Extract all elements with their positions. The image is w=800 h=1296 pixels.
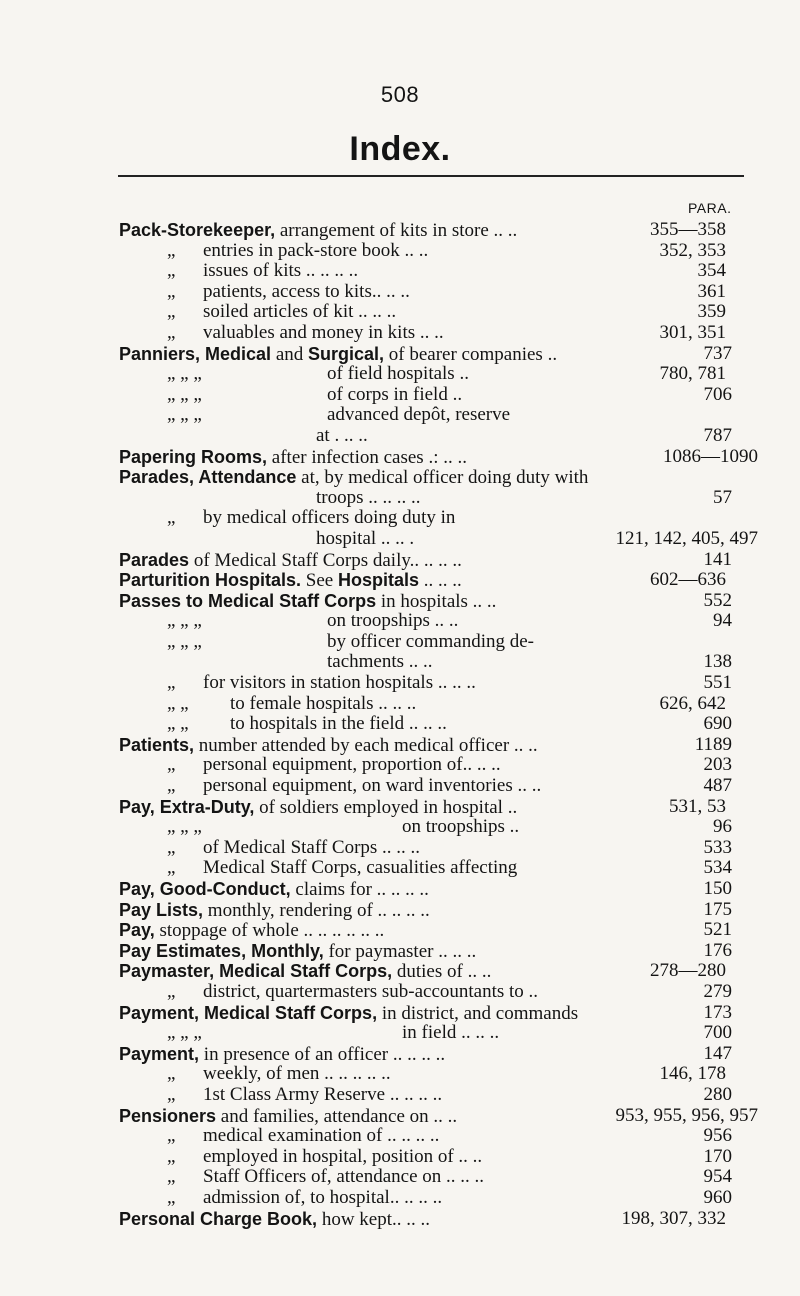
entry-text: valuables and money in kits .. .. xyxy=(203,321,444,343)
entry-heading: Personal Charge Book, xyxy=(119,1208,318,1229)
entry-ref: 301, 351 xyxy=(659,321,726,343)
entry-text: soiled articles of kit .. .. .. xyxy=(203,301,397,323)
ditto-mark: „ „ „ xyxy=(167,363,202,385)
entry-ref: 94 xyxy=(713,610,732,632)
entry-ref: 533 xyxy=(703,836,732,858)
entry-text: of field hospitals .. xyxy=(327,363,469,385)
entry-ref: 141 xyxy=(703,548,732,570)
index-entry xyxy=(0,447,800,468)
entry-text: after infection cases .: .. .. xyxy=(271,446,467,468)
entry-ref: 960 xyxy=(703,1186,732,1208)
entry-ref: 146, 178 xyxy=(659,1063,726,1085)
entry-ref: 700 xyxy=(703,1022,732,1044)
entry-ref: 121, 142, 405, 497 xyxy=(615,527,758,549)
entry-ref: 147 xyxy=(703,1042,732,1064)
entry-text: Staff Officers of, attendance on .. .. .. xyxy=(203,1166,485,1188)
entry-text: at . .. .. xyxy=(316,424,368,446)
ditto-mark: „ xyxy=(167,1145,176,1167)
index-entries xyxy=(0,220,800,1229)
index-entry xyxy=(0,1044,800,1065)
ditto-mark: „ xyxy=(167,1083,176,1105)
entry-ref: 173 xyxy=(703,1001,732,1023)
entry-text: Medical Staff Corps, casualities affecting xyxy=(203,857,518,879)
index-entry xyxy=(0,1023,800,1044)
entry-ref: 176 xyxy=(703,939,732,961)
entry-text: to female hospitals .. .. .. xyxy=(230,692,417,714)
entry-heading: Pay, xyxy=(119,920,155,941)
ditto-mark: „ xyxy=(167,280,176,302)
ditto-mark: „ „ „ xyxy=(167,1022,202,1044)
ditto-mark: „ xyxy=(167,1186,176,1208)
entry-ref: 531, 53 xyxy=(669,795,726,817)
entry-ref: 487 xyxy=(703,775,732,797)
entry-text: hospital .. .. . xyxy=(316,527,415,549)
entry-text: of Medical Staff Corps .. .. .. xyxy=(203,836,421,858)
entry-text: troops .. .. .. .. xyxy=(316,486,421,508)
entry-ref: 521 xyxy=(703,919,732,941)
entry-ref: 175 xyxy=(703,898,732,920)
entry-text: employed in hospital, position of .. .. xyxy=(203,1145,483,1167)
ditto-mark: „ xyxy=(167,836,176,858)
entry-ref: 780, 781 xyxy=(659,363,726,385)
entry-text: in field .. .. .. xyxy=(402,1022,500,1044)
index-entry xyxy=(0,529,800,550)
entry-text: by officer commanding de- xyxy=(327,630,534,652)
entry-text: in hospitals .. .. xyxy=(380,590,497,612)
index-entry xyxy=(0,241,800,262)
entry-heading: Pay, Good-Conduct, xyxy=(119,879,291,899)
ditto-mark: „ xyxy=(167,754,176,776)
index-entry xyxy=(0,282,800,303)
title-rule xyxy=(118,175,744,177)
entry-heading: Pay Estimates, Monthly, xyxy=(119,940,324,961)
index-entry xyxy=(0,941,800,962)
entry-heading: Parades xyxy=(119,549,190,570)
index-entry xyxy=(0,261,800,282)
entry-text: to hospitals in the field .. .. .. xyxy=(230,713,447,735)
entry-ref: 352, 353 xyxy=(659,239,726,261)
entry-text: issues of kits .. .. .. .. xyxy=(203,260,359,282)
entry-text: arrangement of kits in store .. .. xyxy=(279,220,518,241)
index-entry xyxy=(0,591,800,612)
index-entry xyxy=(0,920,800,941)
entry-text: of Medical Staff Corps daily.. .. .. .. xyxy=(193,549,462,571)
entry-ref: 150 xyxy=(703,878,732,899)
entry-ref: 953, 955, 956, 957 xyxy=(615,1104,758,1126)
entry-ref: 1086—1090 xyxy=(663,445,758,467)
entry-text: stoppage of whole .. .. .. .. .. .. xyxy=(159,920,385,942)
ditto-mark: „ xyxy=(167,301,176,323)
ditto-mark: „ xyxy=(167,260,176,282)
entry-ref: 1189 xyxy=(694,733,732,755)
entry-text: for visitors in station hospitals .. .. .. xyxy=(203,672,476,694)
entry-ref: 602—636 xyxy=(650,569,726,591)
entry-text: weekly, of men .. .. .. .. .. xyxy=(203,1063,391,1085)
entry-text: monthly, rendering of .. .. .. .. xyxy=(207,899,430,921)
entry-text: patients, access to kits.. .. .. xyxy=(203,280,410,302)
index-entry xyxy=(0,508,800,529)
entry-ref: 552 xyxy=(703,589,732,611)
entry-ref: 737 xyxy=(703,342,732,364)
entry-text: number attended by each medical officer .. .. xyxy=(198,734,538,756)
index-entry xyxy=(0,344,800,365)
index-entry xyxy=(0,364,800,385)
entry-text: and families, attendance on .. .. xyxy=(220,1105,458,1127)
entry-text: duties of .. .. xyxy=(396,961,492,983)
entry-heading: Surgical, xyxy=(308,343,385,364)
index-entry xyxy=(0,673,800,694)
entry-heading: Paymaster, Medical Staff Corps, xyxy=(119,961,393,982)
entry-ref: 626, 642 xyxy=(659,692,726,714)
entry-ref: 198, 307, 332 xyxy=(621,1207,726,1229)
entry-ref: 280 xyxy=(703,1083,732,1105)
entry-heading: Payment, xyxy=(119,1043,200,1064)
entry-text: advanced depôt, reserve xyxy=(327,404,511,426)
entry-ref: 954 xyxy=(703,1166,732,1188)
entry-heading: Pay Lists, xyxy=(119,899,204,920)
entry-ref: 354 xyxy=(697,260,726,282)
index-entry xyxy=(0,900,800,921)
index-entry xyxy=(0,776,800,797)
ditto-mark: „ xyxy=(167,672,176,694)
entry-heading: Pack-Storekeeper, xyxy=(119,220,276,240)
ditto-mark: „ xyxy=(167,775,176,797)
entry-ref: 534 xyxy=(703,857,732,879)
index-entry xyxy=(0,426,800,447)
entry-text: of bearer companies .. xyxy=(388,343,558,365)
ditto-mark: „ „ „ xyxy=(167,610,202,632)
index-entry xyxy=(0,652,800,673)
index-entry xyxy=(0,1003,800,1024)
ditto-mark: „ xyxy=(167,980,176,1002)
entry-text: in presence of an officer .. .. .. .. xyxy=(203,1043,446,1065)
entry-text: and xyxy=(275,343,304,365)
entry-ref: 956 xyxy=(703,1125,732,1147)
index-entry xyxy=(0,961,800,982)
index-entry xyxy=(0,982,800,1003)
entry-ref: 551 xyxy=(703,672,732,694)
entry-ref: 690 xyxy=(703,713,732,735)
index-entry xyxy=(0,1085,800,1106)
entry-ref: 706 xyxy=(703,383,732,405)
index-entry xyxy=(0,735,800,756)
index-entry xyxy=(0,405,800,426)
entry-heading: Hospitals xyxy=(337,570,419,591)
index-entry xyxy=(0,694,800,715)
index-entry xyxy=(0,550,800,571)
ditto-mark: „ „ „ xyxy=(167,816,202,838)
ditto-mark: „ xyxy=(167,507,176,529)
entry-text: personal equipment, proportion of.. .. .. xyxy=(203,754,501,776)
entry-text: of soldiers employed in hospital .. xyxy=(259,796,518,818)
entry-ref: 203 xyxy=(703,754,732,776)
index-entry xyxy=(0,323,800,344)
index-entry xyxy=(0,632,800,653)
index-entry xyxy=(0,858,800,879)
entry-ref: 787 xyxy=(703,424,732,446)
entry-text: medical examination of .. .. .. .. xyxy=(203,1125,440,1147)
index-entry xyxy=(0,1167,800,1188)
entry-heading: Pay, Extra-Duty, xyxy=(119,796,255,817)
entry-heading: Papering Rooms, xyxy=(119,446,268,467)
ditto-mark: „ xyxy=(167,857,176,879)
entry-text: .. .. .. xyxy=(423,570,462,592)
index-entry xyxy=(0,570,800,591)
index-entry xyxy=(0,879,800,900)
ditto-mark: „ xyxy=(167,1125,176,1147)
index-title: Index. xyxy=(349,130,451,168)
index-entry xyxy=(0,1106,800,1127)
ditto-mark: „ xyxy=(167,321,176,343)
index-entry xyxy=(0,1064,800,1085)
index-entry xyxy=(0,611,800,632)
entry-ref: 279 xyxy=(703,980,732,1002)
entry-ref: 359 xyxy=(697,301,726,323)
ditto-mark: „ „ „ xyxy=(167,383,202,405)
entry-heading: Patients, xyxy=(119,734,195,755)
index-entry xyxy=(0,1147,800,1168)
index-entry xyxy=(0,385,800,406)
entry-text: tachments .. .. xyxy=(327,651,433,673)
entry-text: on troopships .. .. xyxy=(327,610,459,632)
entry-heading: Passes to Medical Staff Corps xyxy=(119,590,377,611)
entry-text: at, by medical officer doing duty with xyxy=(301,467,589,489)
index-entry xyxy=(0,1126,800,1147)
ditto-mark: „ xyxy=(167,239,176,261)
entry-text: admission of, to hospital.. .. .. .. xyxy=(203,1186,443,1208)
index-entry xyxy=(0,488,800,509)
ditto-mark: „ „ „ xyxy=(167,404,202,426)
entry-text: for paymaster .. .. .. xyxy=(328,940,477,962)
index-entry xyxy=(0,220,800,241)
entry-heading: Payment, Medical Staff Corps, xyxy=(119,1002,378,1023)
index-entry xyxy=(0,714,800,735)
entry-text: in district, and commands xyxy=(381,1002,579,1024)
index-entry xyxy=(0,817,800,838)
entry-text: of corps in field .. xyxy=(327,383,463,405)
index-entry xyxy=(0,1188,800,1209)
entry-heading: Pensioners xyxy=(119,1105,217,1126)
ditto-mark: „ xyxy=(167,1063,176,1085)
index-entry xyxy=(0,838,800,859)
entry-text: on troopships .. xyxy=(402,816,520,838)
entry-text: entries in pack-store book .. .. xyxy=(203,239,429,261)
entry-ref: 170 xyxy=(703,1145,732,1167)
ditto-mark: „ „ „ xyxy=(167,630,202,652)
entry-heading: Panniers, Medical xyxy=(119,343,272,364)
entry-text: district, quartermasters sub-accountants to .. xyxy=(203,980,539,1002)
entry-text: 1st Class Army Reserve .. .. .. .. xyxy=(203,1083,443,1105)
index-entry xyxy=(0,1209,800,1230)
entry-ref: 57 xyxy=(713,486,732,508)
entry-text: See xyxy=(305,570,334,592)
entry-ref: 361 xyxy=(697,280,726,302)
entry-text: by medical officers doing duty in xyxy=(203,507,456,529)
ditto-mark: „ „ xyxy=(167,713,189,735)
index-entry xyxy=(0,797,800,818)
para-column-label: PARA. xyxy=(688,200,732,216)
entry-text: how kept.. .. .. xyxy=(321,1208,430,1230)
entry-ref: 355—358 xyxy=(650,219,726,240)
entry-ref: 138 xyxy=(703,651,732,673)
page-number: 508 xyxy=(380,82,420,107)
entry-ref: 278—280 xyxy=(650,960,726,982)
index-entry xyxy=(0,467,800,488)
entry-heading: Parades, Attendance xyxy=(119,467,297,488)
index-entry xyxy=(0,755,800,776)
ditto-mark: „ „ xyxy=(167,692,189,714)
entry-heading: Parturition Hospitals. xyxy=(119,570,302,591)
ditto-mark: „ xyxy=(167,1166,176,1188)
entry-ref: 96 xyxy=(713,816,732,838)
index-entry xyxy=(0,302,800,323)
entry-text: personal equipment, on ward inventories .. .. xyxy=(203,775,542,797)
entry-text: claims for .. .. .. .. xyxy=(295,879,429,900)
